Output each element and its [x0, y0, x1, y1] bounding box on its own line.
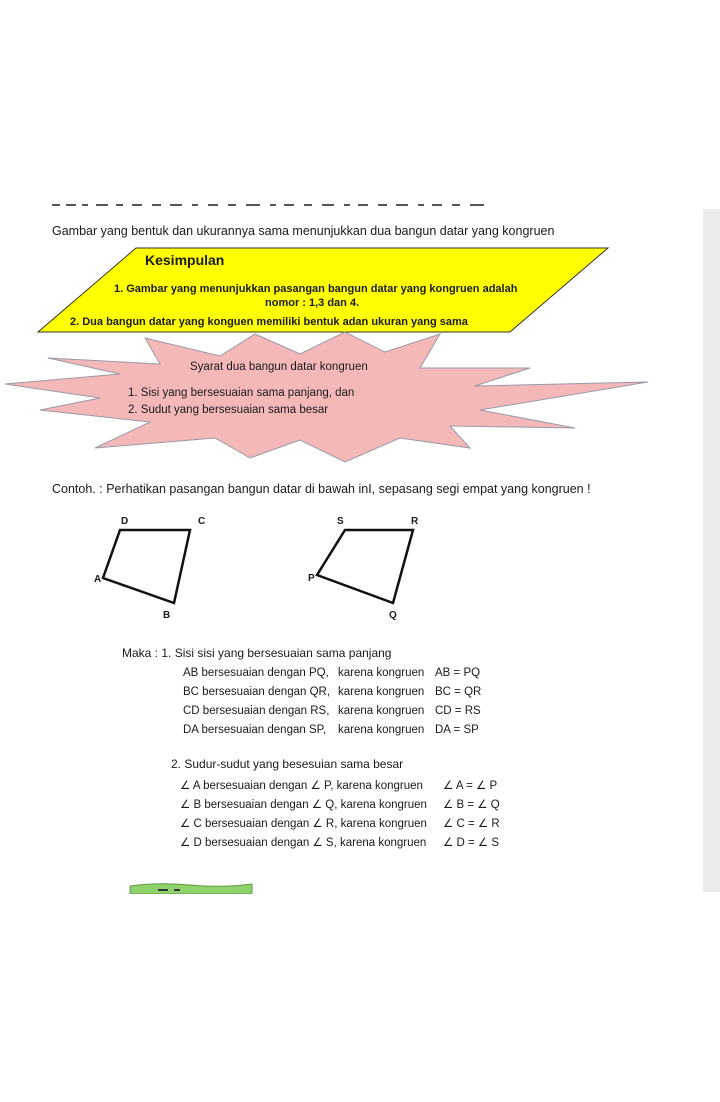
- angle-row: ∠ C bersesuaian dengan ∠ R, karena kongruen: [180, 818, 427, 830]
- angle-row-eq: ∠ C = ∠ R: [443, 818, 500, 830]
- angle-row-eq: ∠ D = ∠ S: [443, 837, 500, 849]
- maka-heading: Maka : 1. Sisi sisi yang bersesuaian sama panjang: [122, 646, 392, 660]
- syarat-title: Syarat dua bangun datar kongruen: [190, 361, 368, 373]
- angle-row-eq: ∠ A = ∠ P: [443, 780, 498, 792]
- vertex-p-label: P: [308, 573, 315, 584]
- kesimpulan-title: Kesimpulan: [145, 252, 225, 268]
- cut-off-text-line: [52, 203, 492, 209]
- vertex-r-label: R: [411, 516, 419, 527]
- kesimpulan-item-2: 2. Dua bangun datar yang konguen memiliki bentuk adan ukuran yang sama: [70, 316, 468, 328]
- vertex-q-label: Q: [389, 610, 397, 621]
- angles-heading: 2. Sudur-sudut yang besesuian sama besar: [171, 757, 404, 771]
- side-row-eq: DA = SP: [435, 724, 479, 736]
- angle-row: ∠ A bersesuaian dengan ∠ P, karena kongruen: [180, 780, 423, 792]
- side-row: DA bersesuaian dengan SP,: [183, 724, 327, 736]
- vertex-s-label: S: [337, 516, 344, 527]
- side-row-reason: karena kongruen: [338, 686, 425, 698]
- side-row-reason: karena kongruen: [338, 667, 425, 679]
- side-row-eq: BC = QR: [435, 686, 482, 698]
- angle-row: ∠ D bersesuaian dengan ∠ S, karena kongruen: [180, 837, 427, 849]
- vertex-d-label: D: [121, 516, 129, 527]
- side-row: AB bersesuaian dengan PQ,: [183, 667, 329, 679]
- side-row: BC bersesuaian dengan QR,: [183, 686, 331, 698]
- quadrilateral-pqrs: [305, 525, 425, 610]
- syarat-item-2: 2. Sudut yang bersesuaian sama besar: [128, 404, 329, 416]
- angle-row: ∠ B bersesuaian dengan ∠ Q, karena kongruen: [180, 799, 427, 811]
- side-row-reason: karena kongruen: [338, 724, 425, 736]
- green-banner-shape: [128, 880, 254, 894]
- contoh-text: Contoh. : Perhatikan pasangan bangun datar di bawah inI, sepasang segi empat yang kongruen !: [52, 482, 591, 496]
- side-row-eq: AB = PQ: [435, 667, 481, 679]
- vertex-a-label: A: [94, 574, 102, 585]
- intro-text: Gambar yang bentuk dan ukurannya sama menunjukkan dua bangun datar yang kongruen: [52, 224, 555, 238]
- quadrilateral-abcd: [90, 525, 210, 610]
- vertex-b-label: B: [163, 610, 171, 621]
- kesimpulan-item-1-line-1: 1. Gambar yang menunjukkan pasangan bangun datar yang kongruen adalah: [114, 283, 518, 295]
- kesimpulan-item-1-line-2: nomor : 1,3 dan 4.: [265, 297, 360, 309]
- syarat-item-1: 1. Sisi yang bersesuaian sama panjang, dan: [128, 387, 355, 399]
- side-row: CD bersesuaian dengan RS,: [183, 705, 330, 717]
- scrollbar-track[interactable]: [703, 209, 720, 892]
- side-row-reason: karena kongruen: [338, 705, 425, 717]
- side-row-eq: CD = RS: [435, 705, 481, 717]
- vertex-c-label: C: [198, 516, 206, 527]
- angle-row-eq: ∠ B = ∠ Q: [443, 799, 500, 811]
